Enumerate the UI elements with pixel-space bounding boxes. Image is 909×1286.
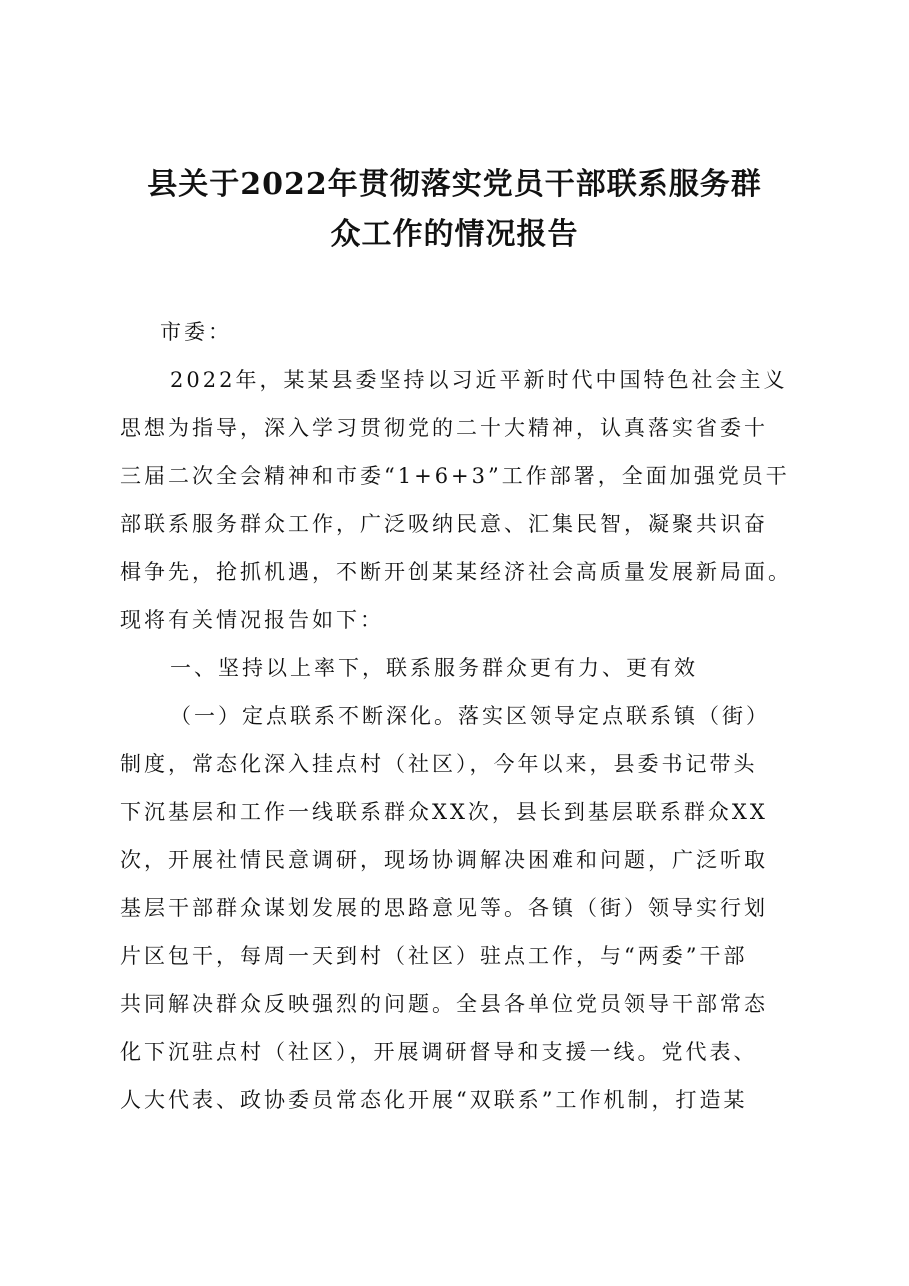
paragraph-2-line: 次，开展社情民意调研，现场协调解决困难和问题，广泛听取 [120,848,768,872]
paragraph-2-line: 片区包干，每周一天到村（社区）驻点工作，与“两委”干部 [120,944,748,968]
paragraph-2-line: （一）定点联系不断深化。落实区领导定点联系镇（街） [170,704,770,728]
paragraph-2-line: 人大代表、政协委员常态化开展“双联系”工作机制，打造某 [120,1088,748,1112]
paragraph-2-line: 下沉基层和工作一线联系群众XX次，县长到基层联系群众XX [120,800,768,824]
paragraph-1-line: 思想为指导，深入学习贯彻党的二十大精神，认真落实省委十 [120,416,768,440]
document-title-line-1: 县关于2022年贯彻落实党员干部联系服务群 [147,167,762,202]
salutation: 市委： [160,320,232,344]
paragraph-1-line: 2022年，某某县委坚持以习近平新时代中国特色社会主义 [170,368,788,392]
paragraph-1-line: 部联系服务群众工作，广泛吸纳民意、汇集民智，凝聚共识奋 [120,512,768,536]
paragraph-1-line: 楫争先，抢抓机遇，不断开创某某经济社会高质量发展新局面。 [120,560,792,584]
paragraph-2-line: 化下沉驻点村（社区），开展调研督导和支援一线。党代表、 [120,1040,758,1064]
paragraph-2-line: 制度，常态化深入挂点村（社区），今年以来，县委书记带头 [120,752,758,776]
paragraph-2-line: 基层干部群众谋划发展的思路意见等。各镇（街）领导实行划 [120,896,768,920]
paragraph-1-line: 三届二次全会精神和市委“1+6+3”工作部署，全面加强党员干 [120,464,790,488]
document-title-line-2: 众工作的情况报告 [330,217,579,252]
paragraph-2-line: 共同解决群众反映强烈的问题。全县各单位党员领导干部常态 [120,992,768,1016]
section-heading: 一、坚持以上率下，联系服务群众更有力、更有效 [170,656,698,680]
paragraph-1-line: 现将有关情况报告如下： [120,608,384,632]
